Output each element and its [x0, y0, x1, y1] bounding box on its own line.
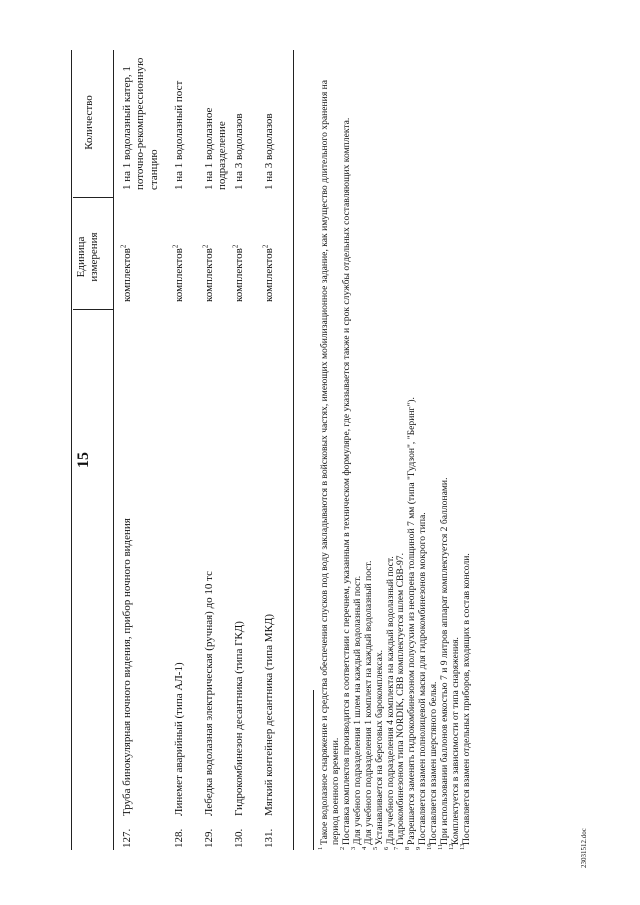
- table-top-rule: [71, 50, 72, 850]
- rotated-page-content: [65, 50, 640, 850]
- table-bottom-rule: [293, 50, 294, 850]
- row-name: Линемет аварийный (типа АЛ-1): [173, 662, 185, 816]
- document-filename: 23031512.doc: [580, 828, 588, 868]
- row-unit: комплектов$^2$: [201, 244, 215, 302]
- footnote: 13 Поставляется взамен отдельных приборов, входящих в состав консоли.: [458, 553, 472, 850]
- row-number: 127.: [121, 828, 133, 848]
- row-quantity: 1 на 3 водолазов: [233, 113, 245, 190]
- row-name: Труба бинокулярная ночного видения, прибор ночного видения: [121, 518, 133, 816]
- row-unit: комплектов$^2$: [261, 244, 275, 302]
- row-name: Лебедка водолазная электрическая (ручная) до 10 тс: [203, 571, 215, 816]
- row-unit: комплектов$^2$: [171, 244, 185, 302]
- footnote: 11 При использовании баллонов емкостью 7 и 9 литров аппарат комплектуется 2 баллонами.: [437, 477, 451, 850]
- row-quantity: 1 на 3 водолазов: [263, 113, 275, 190]
- footnote: 1 Такое водолазное снаряжение и средства обеспечения спусков под воду закладываются в войсковых частях, имеющих мобилизационное задание, как имущество длительного хранения на период военного времени.: [317, 79, 341, 850]
- row-unit: комплектов$^2$: [119, 244, 133, 302]
- footnote-separator: [313, 690, 314, 850]
- row-name: Мягкий контейнер десантника (типа МКД): [263, 613, 275, 816]
- row-number: 129.: [203, 828, 215, 848]
- row-unit: комплектов$^2$: [231, 244, 245, 302]
- header-unit: Единица измерения: [75, 232, 101, 282]
- footnotes: [317, 50, 473, 850]
- row-number: 128.: [173, 828, 185, 848]
- footnote: 5 Устанавливается на береговых барокомплексах.: [371, 649, 385, 850]
- header-quantity: Количество: [83, 95, 95, 150]
- footnote: 7 Гидрокомбинезоном типа NORDIK, СВВ комплектуется шлем СВВ-97.: [393, 553, 407, 850]
- table-header-rule: [113, 50, 114, 850]
- page-number: 15: [75, 452, 92, 468]
- footnote: 12 Комплектуется в зависимости от типа снаряжения.: [448, 637, 462, 850]
- row-number: 131.: [263, 828, 275, 848]
- table-column-divider: [73, 309, 113, 310]
- row-name: Гидрокомбинезон десантника (типа ГКД): [233, 621, 245, 816]
- footnote: 6 Для учебного подразделения 4 комплекта на каждый водолазный пост.: [382, 556, 396, 850]
- row-quantity: 1 на 1 водолазный пост: [173, 80, 185, 190]
- footnote: 9 Поставляется взамен полнолицевой маски для гидрокомбинезонов мокрого типа.: [415, 512, 429, 850]
- row-quantity: 1 на 1 водолазное подразделение: [203, 107, 229, 190]
- footnote: 4 Для учебного подразделения 1 комплект на каждый водолазный пост.: [360, 560, 374, 850]
- row-number: 130.: [233, 828, 245, 848]
- table-column-divider: [73, 197, 113, 198]
- footnote: 8 Разрешается заменять гидрокомбинезоном полусухим из неопрена толщиной 7 мм (типа "Гудзон", "Беринг").: [404, 397, 418, 850]
- footnote: 2 Поставка комплектов производится в соответствии с перечнем, указанным в техническом формуляре, где указывается также и срок службы отдельных составляющих комплекта.: [338, 117, 352, 850]
- row-quantity: 1 на 1 водолазный катер, 1 поточно-рекомпрессионную станцию: [121, 57, 160, 190]
- footnote: 10 Поставляется взамен шерстяного белья.: [426, 681, 440, 850]
- footnote: 3 Для учебного подразделения 1 шлем на каждый водолазный пост.: [349, 575, 363, 850]
